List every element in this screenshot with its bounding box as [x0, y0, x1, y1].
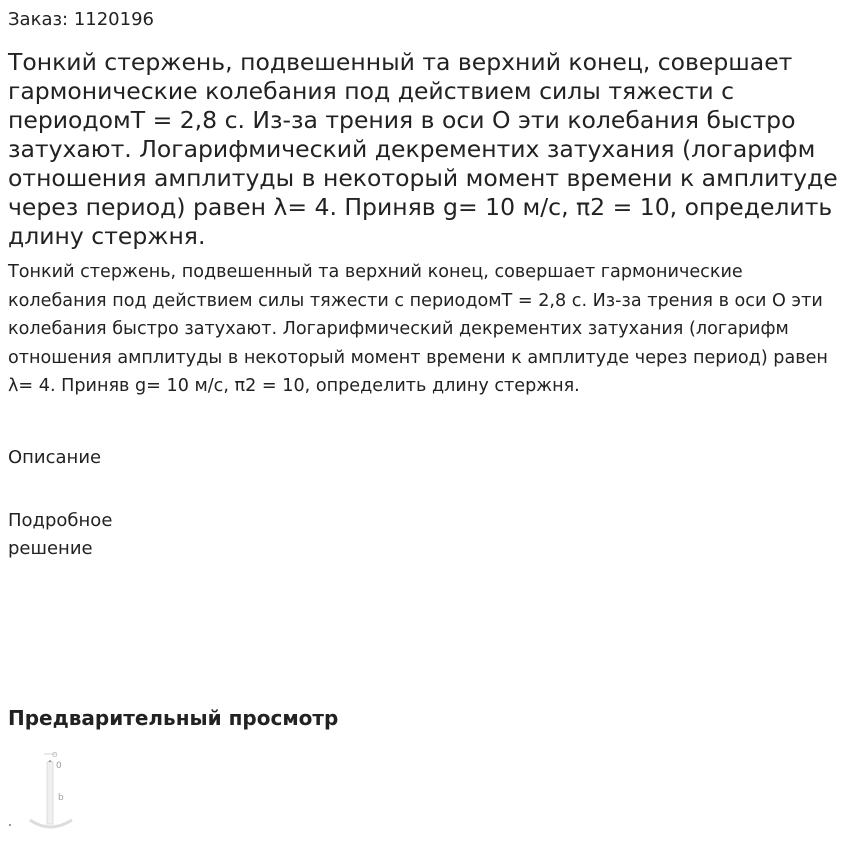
rod-diagram: [4, 748, 84, 836]
problem-title: Тонкий стержень, подвешенный та верхний конец, совершает гармонические колебания под действием силы тяжести с периодомT = 2,8 с. Из-за трения в оси О эти колебания быстро затухают. Логарифмический декрементих затухания (логарифм отношения амплитуды в некоторый момент времени к амплитуде через период) равен λ= 4. Приняв g= 10 м/с, π2 = 10, определить длину стержня.: [8, 48, 838, 250]
rod: [47, 762, 53, 824]
preview-image: [4, 748, 84, 836]
detailed-solution-label: Подробное решение: [8, 510, 113, 559]
edge-dot: [9, 824, 11, 826]
axis-label: O: [52, 751, 58, 759]
pivot-label: 0: [56, 761, 62, 771]
description-label: Описание: [8, 447, 102, 468]
rod-label: b: [58, 793, 64, 803]
problem-text: Тонкий стержень, подвешенный та верхний конец, совершает гармонические колебания под действием силы тяжести с периодомT = 2,8 с. Из-за трения в оси О эти колебания быстро затухают. Логарифмический декрементих затухания (логарифм отношения амплитуды в некоторый момент времени к амплитуде через период) равен λ= 4. Приняв g= 10 м/с, π2 = 10, определить длину стержня.: [8, 262, 828, 396]
preview-heading: Предварительный просмотр: [8, 706, 339, 730]
order-number: Заказ: 1120196: [8, 9, 154, 30]
